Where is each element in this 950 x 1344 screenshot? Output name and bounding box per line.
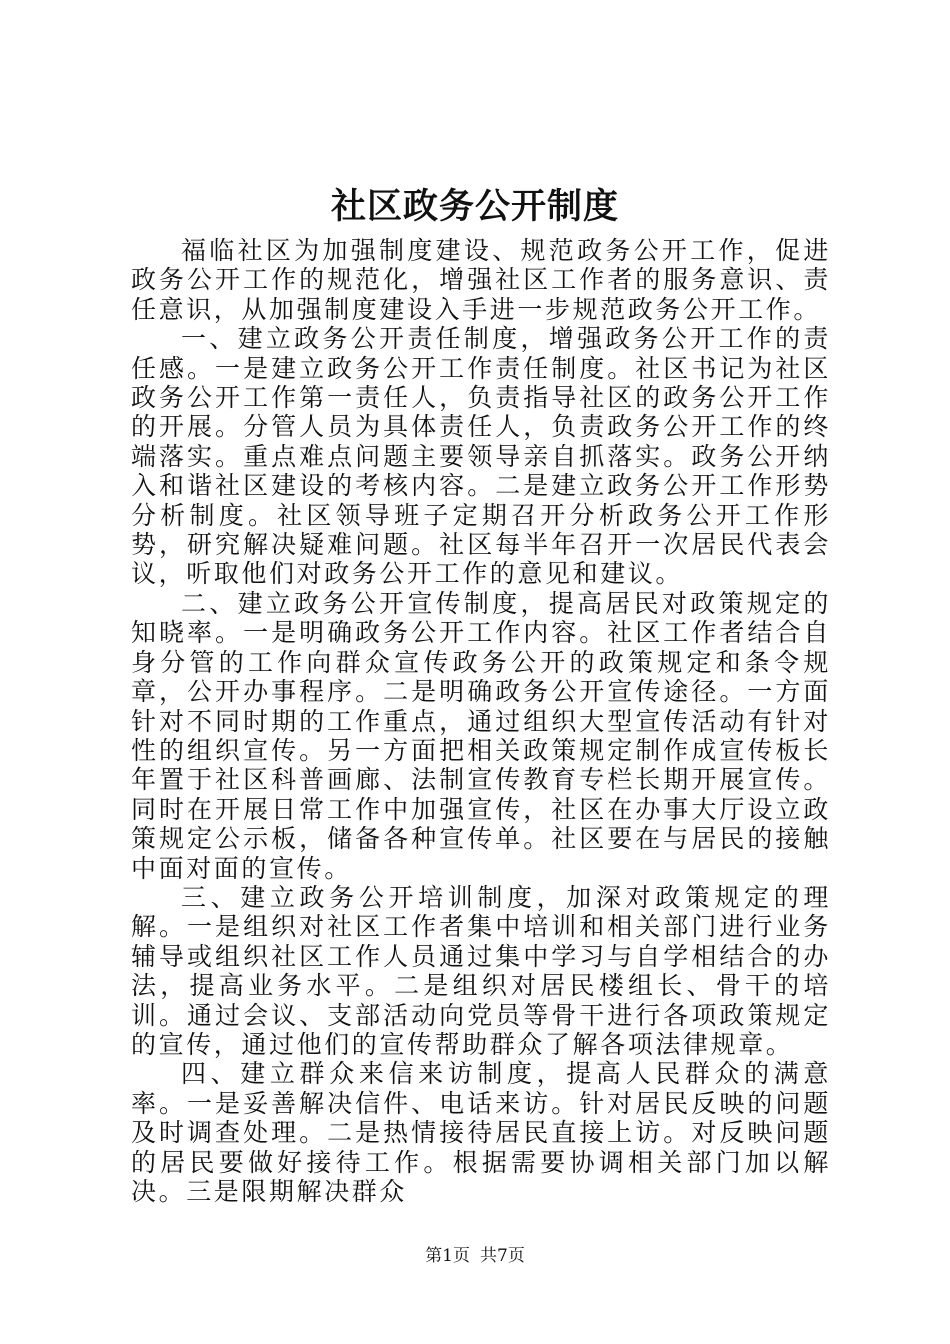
- paragraph-section-3: 三、建立政务公开培训制度，加深对政策规定的理解。一是组织对社区工作者集中培训和相关部门进行业务辅导或组织社区工作人员通过集中学习与自学相结合的办法，提高业务水平。二是组织对居民楼组长、骨干的培训。通过会议、支部活动向党员等骨干进行各项政策规定的宣传，通过他们的宣传帮助群众了解各项法律规章。: [131, 882, 831, 1059]
- paragraph-section-4: 四、建立群众来信来访制度，提高人民群众的满意率。一是妥善解决信件、电话来访。针对居民反映的问题及时调查处理。二是热情接待居民直接上访。对反映问题的居民要做好接待工作。根据需要协调相关部门加以解决。三是限期解决群众: [131, 1059, 831, 1206]
- paragraph-section-1: 一、建立政务公开责任制度，增强政务公开工作的责任感。一是建立政务公开工作责任制度。社区书记为社区政务公开工作第一责任人，负责指导社区的政务公开工作的开展。分管人员为具体责任人，负责政务公开工作的终端落实。重点难点问题主要领导亲自抓落实。政务公开纳入和谐社区建设的考核内容。二是建立政务公开工作形势分析制度。社区领导班子定期召开分析政务公开工作形势，研究解决疑难问题。社区每半年召开一次居民代表会议，听取他们对政务公开工作的意见和建议。: [131, 324, 831, 589]
- paragraph-intro: 福临社区为加强制度建设、规范政务公开工作，促进政务公开工作的规范化，增强社区工作者的服务意识、责任意识，从加强制度建设入手进一步规范政务公开工作。: [131, 236, 831, 324]
- page-footer: [0, 1245, 950, 1267]
- document-title: 社区政务公开制度: [330, 186, 619, 227]
- page-total: 共7页: [480, 1246, 525, 1266]
- page-number: 第1页: [425, 1246, 470, 1266]
- document-body: [131, 236, 831, 1206]
- paragraph-section-2: 二、建立政务公开宣传制度，提高居民对政策规定的知晓率。一是明确政务公开工作内容。社区工作者结合自身分管的工作向群众宣传政务公开的政策规定和条令规章，公开办事程序。二是明确政务公开宣传途径。一方面针对不同时期的工作重点，通过组织大型宣传活动有针对性的组织宣传。另一方面把相关政策规定制作成宣传板长年置于社区科普画廊、法制宣传教育专栏长期开展宣传。同时在开展日常工作中加强宣传，社区在办事大厅设立政策规定公示板，储备各种宣传单。社区要在与居民的接触中面对面的宣传。: [131, 588, 831, 883]
